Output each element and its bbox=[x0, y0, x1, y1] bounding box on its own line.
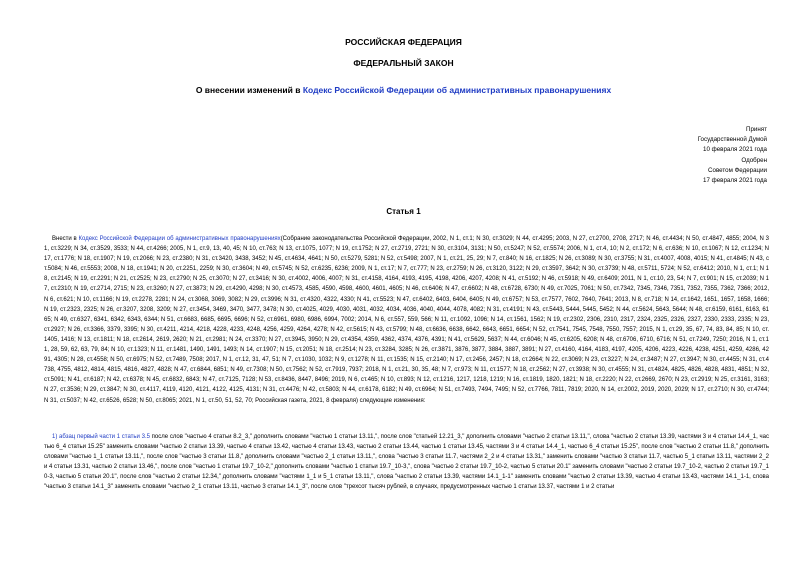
article-reference-link[interactable]: 1) абзац первый части 1 статьи 3.5 bbox=[52, 434, 150, 440]
amendment-item-1 bbox=[44, 432, 769, 493]
adoption-block bbox=[627, 125, 767, 186]
code-link[interactable]: Кодекс Российской Федерации об административных правонарушениях bbox=[302, 85, 612, 95]
law-title bbox=[0, 85, 807, 95]
law-title-prefix: О внесении изменений в bbox=[195, 85, 303, 95]
article-title: Статья 1 bbox=[386, 207, 421, 216]
adoption-line: Принят bbox=[746, 126, 767, 133]
adoption-line: 10 февраля 2021 года bbox=[703, 146, 767, 154]
country-heading: РОССИЙСКАЯ ФЕДЕРАЦИЯ bbox=[345, 37, 462, 47]
intro-paragraph bbox=[44, 234, 769, 406]
intro-text: (Собрание законодательства Российской Федерации, 2002, N 1, ст.1; N 30, ст.3029; N 44, ст.4295; 2003, N 27, ст.2700, 2708, 2717; N 46, ст.4434; N 50, ст.4847, 4855; 2004, N 31, ст.3229; N 34, ст.3529, 3533; N 44, ст.4266; 2005, N 1, ст.9, 13, 40, 45; N 10, ст.763; N 13, ст.1075, 1077; N 19, ст.1752; N 27, ст.2719, 2721; N 30, ст.3104, 3131; N 50, ст.5247; N 52, ст.5574; 2006, N 1, ст.4, 10; N 2, ст.172; N 6, ст.636; N 10, ст.1067; N 12, ст.1234; N 17, ст.1776; N 18, ст.1907; N 19, ст.2066; N 23, ст.2380; N 31, ст.3420, 3438, 3452; N 45, ст.4634, 4641; N 50, ст.5279, 5281; N 52, ст.5498; 2007, N 1, ст.21, 25, 29; N 7, ст.840; N 16, ст.1825; N 26, ст.3089; N 30, ст.3755; N 31, ст.4007, 4008, 4015; N 41, ст.4845; N 43, ст.5084; N 46, ст.5553; 2008, N 18, ст.1941; N 20, ст.2251, 2259; N 30, ст.3604; N 49, ст.5745; N 52, ст.6235, 6236; 2009, N 1, ст.17; N 7, ст.777; N 23, ст.2759; N 26, ст.3120, 3122; N 29, ст.3597, 3642; N 30, ст.3739; N 48, ст.5711, 5724; N 52, ст.6412; 2010, N 1, ст.1; N 18, ст.2145; N 19, ст.2291; N 21, ст.2525; N 23, ст.2790; N 25, ст.3070; N 27, ст.3416; N 30, ст.4002, 4006, 4007; N 31, ст.4158, 4164, 4193, 4195, 4198, 4206, 4207, 4208; N 41, ст.5192; N 46, ст.5918; N 49, ст.6409; 2011, N 1, ст.10, 23, 54; N 7, ст.901; N 15, ст.2039; N 17, ст.2310; N 19, ст.2714, 2715; N 23, ст.3260; N 27, ст.3873; N 29, ст.4290, 4298; N 30, ст.4573, 4585, 4590, 4598, 4600, 4601, 4605; N 46, ст.6406; N 47, ст.6602; N 48, ст.6728, 6730; N 49, ст.7025, 7061; N 50, ст.7342, 7345, 7346, 7351, 7352, 7355, 7362, 7366; 2012, N 6, ст.621; N 10, ст.1166; N 19, ст.2278, 2281; N 24, ст.3068, 3069, 3082; N 29, ст.3996; N 31, ст.4320, 4322, 4330; N 41, ст.5523; N 47, ст.6402, 6403, 6404, 6405; N 49, ст.6757; N 53, ст.7577, 7602, 7640, 7641; 2013, N 8, ст.718; N 14, ст.1642, 1651, 1657, 1658, 1666; N 19, ст.2323, 2325; N 26, ст.3207, 3208, 3209; N 27, ст.3454, 3469, 3470, 3477, 3478; N 30, ст.4025, 4029, 4030, 4031, 4032, 4034, 4036, 4040, 4044, 4078, 4082; N 31, ст.4191; N 43, ст.5443, 5444, 5445, 5452; N 44, ст.5624, 5643, 5644; N 48, ст.6159, 6161, 6163, 6165; N 49, ст.6327, 6341, 6342, 6343, 6344; N 51, ст.6683, 6685, 6695, 6696; N 52, ст.6961, 6980, 6986, 6994, 7002; 2014, N 6, ст.557, 559, 566; N 11, ст.1092, 1096; N 14, ст.1561, 1562; N 19, ст.2302, 2306, 2310, 2317, 2324, 2325, 2326, 2327, 2330, 2333, 2335; N 23, ст.2927; N 26, ст.3366, 3379, 3395; N 30, ст.4211, 4214, 4218, 4228, 4233, 4248, 4256, 4259, 4264, 4278; N 42, ст.5615; N 43, ст.5799; N 48, ст.6636, 6638, 6642, 6643, 6651, 6654; N 52, ст.7541, 7545, 7548, 7550, 7557; 2015, N 1, ст.29, 35, 67, 74, 83, 84, 85; N 10, ст.1405, 1416; N 13, ст.1811; N 18, ст.2614, 2619, 2620; N 21, ст.2981; N 24, ст.3370; N 27, ст.3945, 3950; N 29, ст.4354, 4359, 4362, 4374, 4376, 4391; N 41, ст.5629, 5637; N 44, ст.6046; N 45, ст.6205, 6208; N 48, ст.6706, 6710, 6716; N 51, ст.7249, 7250; 2016, N 1, ст.11, 28, 59, 62, 63, 79, 84; N 10, ст.1323; N 11, ст.1481, 1490, 1491, 1493; N 14, ст.1907; N 15, ст.2051; N 18, ст.2514; N 23, ст.3284, 3285; N 26, ст.3871, 3876, 3877, 3884, 3887, 3891; N 27, ст.4160, 4164, 4183, 4197, 4205, 4206, 4223, 4226, 4238, 4251, 4259, 4286, 4291, 4305; N 28, ст.4558; N 50, ст.6975; N 52, ст.7489, 7508; 2017, N 1, ст.12, 31, 47, 51; N 7, ст.1030, 1032; N 9, ст.1278; N 11, ст.1535; N 15, ст.2140; N 17, ст.2456, 2457; N 18, ст.2664; N 22, ст.3069; N 23, ст.3227; N 24, ст.3487; N 27, ст.3947; N 30, ст.4455; N 31, ст.4738, 4755, 4812, 4814, 4815, 4816, 4827, 4828; N 47, ст.6844, 6851; N 49, ст.7308; N 50, ст.7562; N 52, ст.7919, 7937; 2018, N 1, ст.21, 30, 35, 48; N 7, ст.973; N 11, ст.1577; N 18, ст.2562; N 27, ст.3938; N 30, ст.4555; N 31, ст.4824, 4825, 4826, 4828, 4831, 4851; N 32, ст.5091; N 41, ст.6187; N 42, ст.6378; N 45, ст.6832, 6843; N 47, ст.7125, 7128; N 53, ст.8436, 8447, 8496; 2019, N 6, ст.465; N 10, ст.893; N 12, ст.1216, 1217, 1218, 1219; N 16, ст.1819, 1820, 1821; N 18, ст.2220; N 22, ст.2669, 2670; N 23, ст.2919; N 25, ст.3161, 3163; N 27, ст.3536; N 29, ст.3847; N 30, ст.4117, 4119, 4120, 4121, 4122, 4125, 4131; N 31, ст.4476; N 42, ст.5803; N 44, ст.6178, 6182; N 49, ст.6964; N 51, ст.7493, 7494, 7495; N 52, ст.7766, 7811, 7819; 2020, N 14, ст.2002, 2019, 2020, 2029; N 17, ст.2710; N 30, ст.4744; N 31, ст.5037; N 42, ст.6526, 6528; N 50, ст.8065; 2021, N 1, ст.50, 51, 52, 70; Российская газета, 2021, 8 февраля) следующие изменения: bbox=[44, 236, 769, 404]
adoption-line: Государственной Думой bbox=[697, 136, 767, 144]
law-type-heading: ФЕДЕРАЛЬНЫЙ ЗАКОН bbox=[353, 58, 454, 68]
intro-prefix: Внести в bbox=[52, 236, 79, 242]
amendment-item-text: после слов "частью 4 статьи 8.2_3," дополнить словами "частью 1 статьи 13.11,", после слов "статьей 12.21_3," дополнить словами "частью 2 статьи 13.11,", слова "частью 2 статьи 13.39, частями 3 и 4 статьи 14.4_1, частью 6_4 статьи 15.25" заменить словами "частью 2 статьи 13.39, частью 4 статьи 13.42, частью 4 статьи 13.43, частью 2 статьи 13.44, частью 1 статьи 13.45, частями 3 и 4 статьи 14.4_1, частью 6_4 статьи 15.25", после слов "частью 2 статьи 11.8," дополнить словами "частью 1_1 статьи 13.11,", после слов "частью 3 статьи 11.8," дополнить словами "частью 2_1 статьи 13.11,", слова "частью 3 статьи 11.7, частями 2_2 и 4 статьи 13.31," заменить словами "частью 3 статьи 11.7, частью 5_1 статьи 13.11, частями 2_2 и 4 статьи 13.31, частью 2 статьи 13.46,", после слов "частью 1 статьи 19.7_10-2," дополнить словами "частью 1 статьи 19.7_10-3,", слова "частью 2 статьи 19.7_10-2, частью 5 статьи 20.1" заменить словами "частью 2 статьи 19.7_10-2, частью 2 статьи 19.7_10-3, частью 5 статьи 20.1", после слов "частью 2 статьи 12.34," дополнить словами "частями 1_1 и 5_1 статьи 13.11,", слова "частью 2 статьи 13.39, частями 14.1_1-1" заменить словами "частью 2 статьи 13.39, частью 4 статьи 13.43, частями 14.1_1-1, слова "частью 3 статьи 14.1_3" заменить словами "частью 2_1 статьи 13.11, частью 3 статьи 14.1_3", после слов "трехсот тысяч рублей, в случаях, предусмотренных частью 1 статьи 13.37, частями 1 и 2 статьи bbox=[44, 434, 769, 491]
adoption-line: 17 февраля 2021 года bbox=[703, 177, 767, 185]
code-link-inline[interactable]: Кодекс Российской Федерации об административных правонарушениях bbox=[78, 236, 281, 242]
adoption-line: Одобрен bbox=[741, 156, 767, 164]
adoption-line: Советом Федерации bbox=[708, 166, 767, 174]
